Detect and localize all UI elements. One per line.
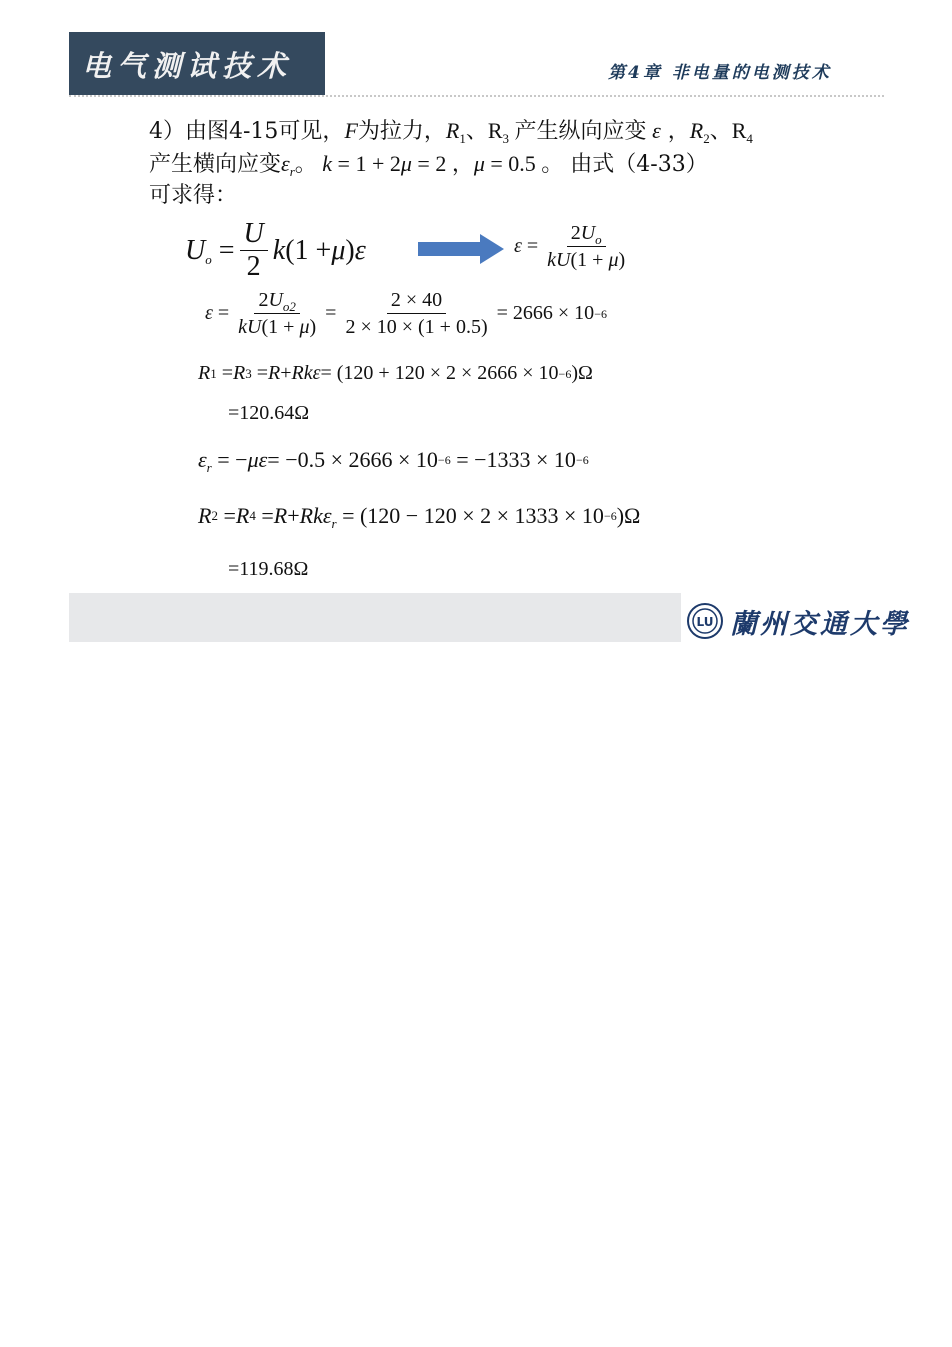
equation-epsilon-value: ε = $\frac{2U_{o2}}{kU(1 + \mu)}$ = $\frac{2 \times 40}{2 \times 10 \times (1 + 0.5)}$ = 2666 × 10 −6 [205,289,607,338]
equation-epsilon-solved: ε = $\frac{2U_o}{kU(1 + \mu)}$ [514,222,626,271]
chapter-title: 第4章 非电量的电测技术 [608,63,832,83]
equation-r2-result: =119.68Ω [228,558,309,580]
equation-r1-r3: R 1 = R 3 = R + Rkε = (120 + 120 × 2 × 2666 × 10 −6 )Ω [198,362,593,384]
equation-uo: $U_o$ = $\frac{U}{2}$ k (1 + μ ) ε [185,218,366,282]
course-title: 电气测试技术 [82,49,293,83]
text-longitudinal: 产生纵向应变 [514,119,647,144]
epsilon-symbol: ε [646,118,661,143]
epsilon-r-inline: $\varepsilon_r$。 k = 1 + 2μ = 2 ，μ = 0.5 。 [281,151,564,179]
paragraph-line-2 [149,148,708,181]
university-emblem-icon [687,603,723,639]
paragraph-line-3 [149,180,237,212]
equation-r2-r4: R 2 = R 4 = R + Rkε$_r$ = (120 − 120 × 2 × 1333 × 10 −6 )Ω [198,503,641,531]
paragraph-line-1: 4）由图4-15可见，F为拉力，$R_1$、$R_3$ 产生纵向应变 ε ，$R_2$、$R_4$ [149,118,753,146]
text-intro: 4）由图4-15可见， [149,119,345,144]
equation-epsilon-r: $\varepsilon_r$ = − με = −0.5 × 2666 × 10 −6 = −1333 × 10 −6 [198,447,589,475]
svg-text:LU: LU [696,615,714,629]
text-transverse: 产生横向应变 [149,152,282,177]
header-divider [69,95,884,97]
text-obtain: 可求得： [149,183,238,208]
text-by-formula: 由式（4-33） [570,152,708,177]
university-name: 蘭州交通大學 [730,609,910,640]
r1-r3-label: $R_1$、$R_3$ [445,118,510,146]
var-F: F [344,118,358,143]
right-arrow-icon [418,234,504,264]
footer-bar [69,593,681,642]
text-force: 为拉力， [357,119,446,144]
equation-r1-result: =120.64Ω [228,402,310,424]
